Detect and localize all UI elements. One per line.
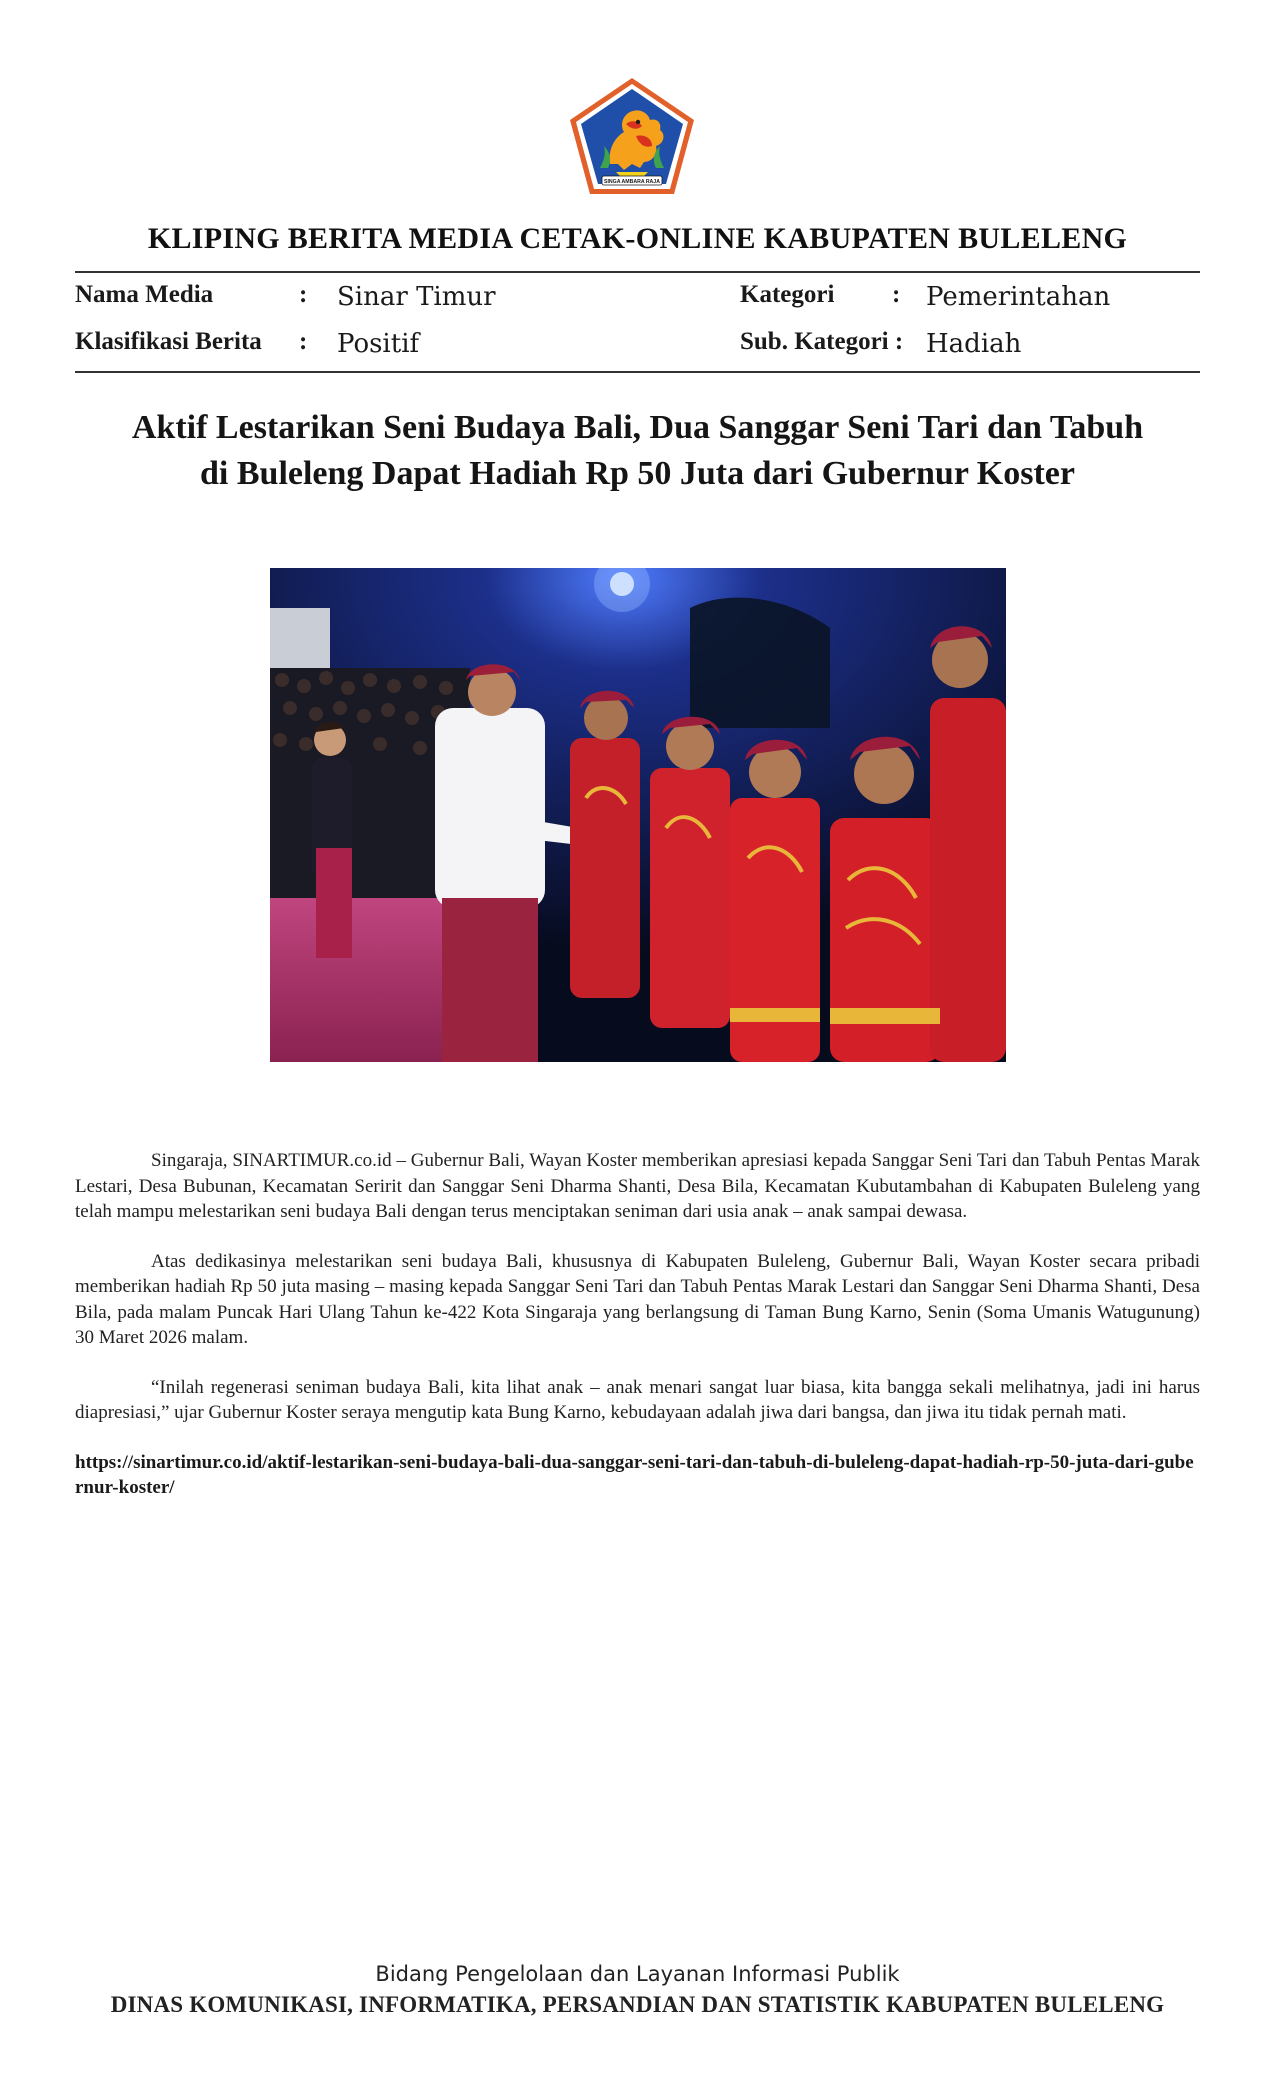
article-paragraph: Singaraja, SINARTIMUR.co.id – Gubernur Bali, Wayan Koster memberikan apresiasi kepada Sanggar Seni Tari dan Tabuh Pentas Marak Lestari, Desa Bubunan, Kecamatan Seririt dan Sanggar Seni Dharma Shanti, Desa Bila, Kecamatan Kubutambahan di Kabupaten Buleleng yang telah mampu melestarikan seni budaya Bali dengan terus menciptakan seniman dari usia anak – anak sampai dewasa. xyxy=(75,1150,1200,1222)
headline-line-2: di Buleleng Dapat Hadiah Rp 50 Juta dari Gubernur Koster xyxy=(200,455,1075,492)
headline-line-1: Aktif Lestarikan Seni Budaya Bali, Dua Sanggar Seni Tari dan Tabuh xyxy=(131,409,1144,446)
nama-media-value: Sinar Timur xyxy=(337,282,496,312)
article-photo xyxy=(270,568,1006,1062)
article-paragraph: Atas dedikasinya melestarikan seni budaya Bali, khususnya di Kabupaten Buleleng, Gubernur Bali, Wayan Koster secara pribadi memberikan hadiah Rp 50 juta masing – masing kepada Sanggar Seni Tari dan Tabuh Pentas Marak Lestari dan Sanggar Seni Dharma Shanti, Desa Bila, pada malam Puncak Hari Ulang Tahun ke-422 Kota Singaraja yang berlangsung di Taman Bung Karno, Senin (Soma Umanis Watugunung) 30 Maret 2026 malam. xyxy=(75,1250,1200,1348)
colon: : xyxy=(299,281,308,308)
sub-kategori-value: Hadiah xyxy=(926,329,1022,359)
article-paragraph: “Inilah regenerasi seniman budaya Bali, kita lihat anak – anak menari sangat luar biasa, kita bangga sekali melihatnya, jadi ini harus diapresiasi,” ujar Gubernur Koster seraya mengutip kata Bung Karno, kebudayaan adalah jiwa dari bangsa, dan jiwa itu tidak pernah mati. xyxy=(75,1376,1200,1423)
article-headline xyxy=(90,405,1185,497)
buleleng-emblem-logo xyxy=(566,76,698,198)
colon: : xyxy=(299,328,308,355)
footer-unit-name: Bidang Pengelolaan dan Layanan Informasi Publik xyxy=(375,1962,900,1986)
header-divider-bottom xyxy=(75,371,1200,373)
source-url-link[interactable]: https://sinartimur.co.id/aktif-lestarikan-seni-budaya-bali-dua-sanggar-seni-tari-dan-tabuh-di-buleleng-dapat-hadiah-rp-50-juta-dari-gubernur-koster/ xyxy=(75,1451,1194,1498)
document-title: KLIPING BERITA MEDIA CETAK-ONLINE KABUPATEN BULELENG xyxy=(147,222,1128,255)
kategori-value: Pemerintahan xyxy=(926,282,1111,312)
header-divider-top xyxy=(75,271,1200,273)
svg-text:SINGA AMBARA RAJA: SINGA AMBARA RAJA xyxy=(604,179,660,185)
nama-media-label: Nama Media xyxy=(75,281,214,308)
klasifikasi-label: Klasifikasi Berita xyxy=(75,328,262,355)
article-body xyxy=(75,1148,1200,1525)
kategori-label: Kategori xyxy=(740,281,835,308)
colon: : xyxy=(892,281,901,308)
footer-agency-name: DINAS KOMUNIKASI, INFORMATIKA, PERSANDIAN DAN STATISTIK KABUPATEN BULELENG xyxy=(110,1992,1165,2017)
klasifikasi-value: Positif xyxy=(337,329,420,359)
sub-kategori-label: Sub. Kategori : xyxy=(740,328,904,355)
